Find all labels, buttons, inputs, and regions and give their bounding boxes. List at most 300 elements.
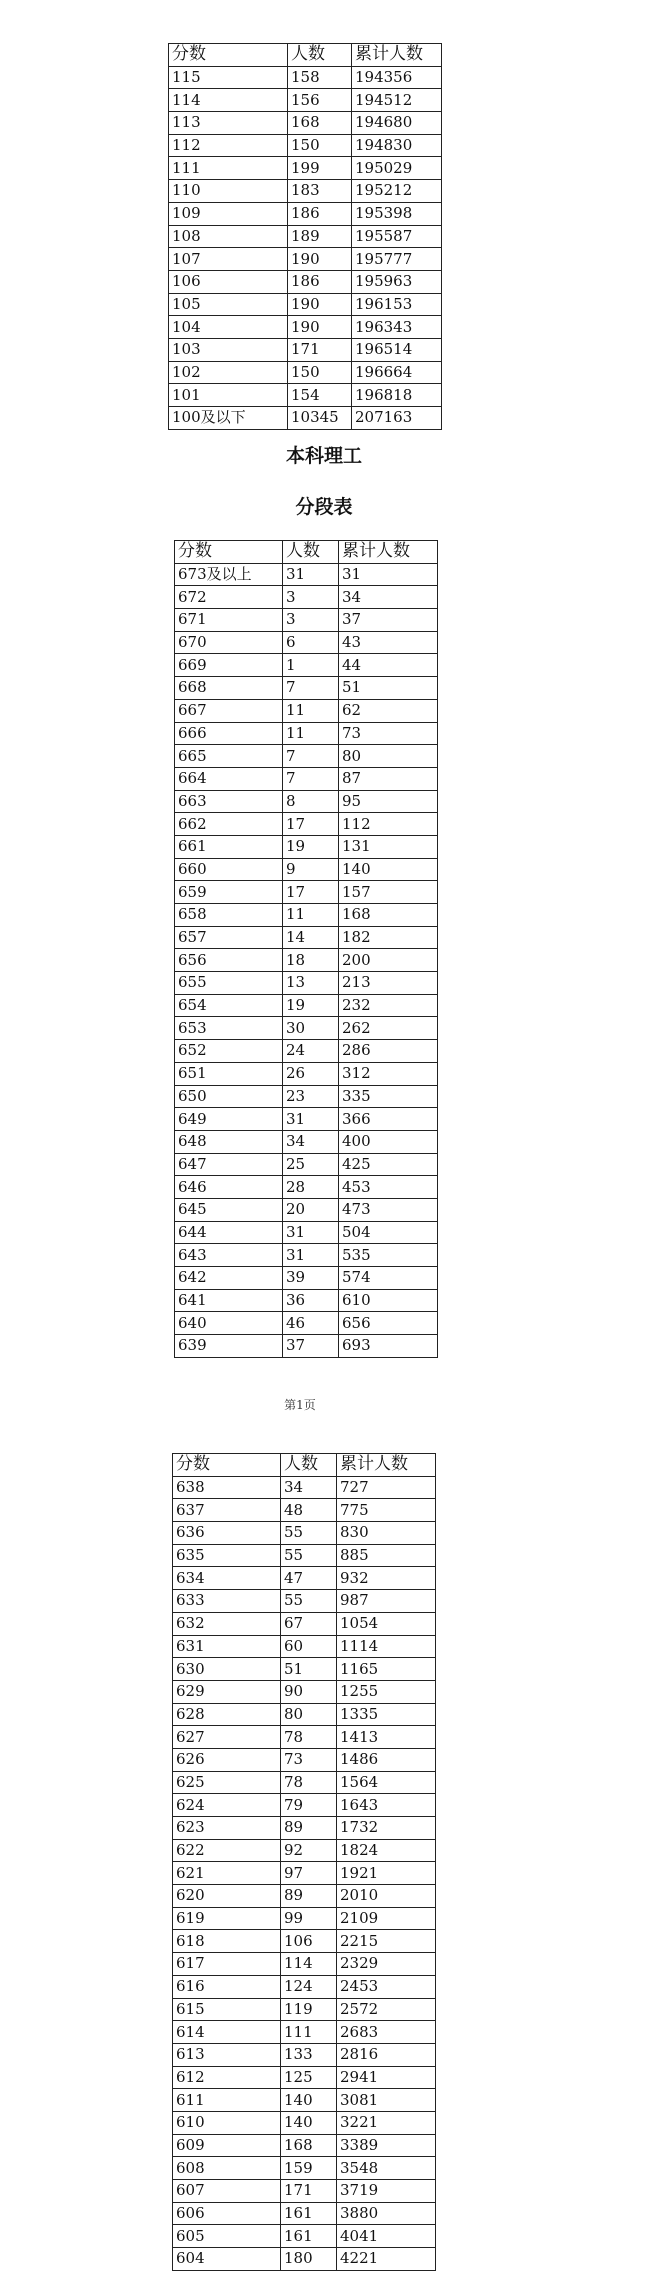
table-cell: 11 [283,904,339,927]
table-cell: 48 [281,1499,337,1522]
table-cell: 113 [169,112,288,135]
table-cell: 34 [339,586,438,609]
column-header: 分数 [173,1454,281,1477]
table-cell: 1486 [337,1748,436,1771]
table-row [175,1244,438,1267]
table-header-row [173,1454,436,1477]
table-cell: 26 [283,1062,339,1085]
table-row [173,1930,436,1953]
table-cell: 617 [173,1953,281,1976]
table-cell: 30 [283,1017,339,1040]
table-row [175,1176,438,1199]
table-cell: 79 [281,1794,337,1817]
table-row [175,813,438,836]
table-cell: 125 [281,2066,337,2089]
table-row [175,881,438,904]
table-cell: 3221 [337,2111,436,2134]
table-cell: 31 [283,1244,339,1267]
table-cell: 37 [283,1335,339,1358]
table-cell: 28 [283,1176,339,1199]
table-row [173,1680,436,1703]
table-cell: 671 [175,609,283,632]
table-row [175,631,438,654]
table-cell: 194830 [352,134,442,157]
table-cell: 195963 [352,270,442,293]
table-cell: 2941 [337,2066,436,2089]
table-cell: 7 [283,677,339,700]
table-cell: 618 [173,1930,281,1953]
table-cell: 195398 [352,202,442,225]
table-row [175,1153,438,1176]
table-cell: 627 [173,1726,281,1749]
table-row [169,202,442,225]
table-cell: 1335 [337,1703,436,1726]
table-row [173,1567,436,1590]
table-cell: 661 [175,835,283,858]
table-cell: 2010 [337,1885,436,1908]
table-cell: 3081 [337,2089,436,2112]
table-cell: 99 [281,1907,337,1930]
table-cell: 633 [173,1590,281,1613]
table-row [175,563,438,586]
table-cell: 628 [173,1703,281,1726]
table-row [175,767,438,790]
table-cell: 830 [337,1522,436,1545]
table-cell: 92 [281,1839,337,1862]
table-cell: 621 [173,1862,281,1885]
table-cell: 171 [281,2180,337,2203]
table-cell: 190 [288,248,352,271]
table-cell: 194680 [352,112,442,135]
score-table-page1 [174,540,438,1358]
table-cell: 3880 [337,2202,436,2225]
table-cell: 44 [339,654,438,677]
column-header: 累计人数 [339,541,438,564]
table-cell: 651 [175,1062,283,1085]
table-row [169,89,442,112]
column-header: 累计人数 [337,1454,436,1477]
table-cell: 109 [169,202,288,225]
table-row [173,1794,436,1817]
table-cell: 25 [283,1153,339,1176]
table-cell: 190 [288,316,352,339]
table-cell: 4041 [337,2225,436,2248]
table-cell: 37 [339,609,438,632]
table-cell: 23 [283,1085,339,1108]
table-cell: 20 [283,1198,339,1221]
table-cell: 2572 [337,1998,436,2021]
table-cell: 111 [281,2021,337,2044]
table-cell: 104 [169,316,288,339]
table-cell: 200 [339,949,438,972]
table-row [173,1544,436,1567]
table-row [175,1085,438,1108]
table-cell: 1255 [337,1680,436,1703]
table-cell: 656 [339,1312,438,1335]
column-header: 人数 [288,44,352,67]
table-cell: 67 [281,1612,337,1635]
table-row [173,1975,436,1998]
table-cell: 635 [173,1544,281,1567]
table-cell: 1643 [337,1794,436,1817]
table-cell: 3 [283,586,339,609]
table-cell: 186 [288,202,352,225]
table-cell: 640 [175,1312,283,1335]
table-cell: 629 [173,1680,281,1703]
table-cell: 89 [281,1885,337,1908]
table-row [175,1130,438,1153]
table-row [173,2089,436,2112]
table-row [175,609,438,632]
table-row [173,1953,436,1976]
table-cell: 3548 [337,2157,436,2180]
table-row [173,1907,436,1930]
table-row [173,1703,436,1726]
table-cell: 14 [283,926,339,949]
table-cell: 616 [173,1975,281,1998]
table-cell: 9 [283,858,339,881]
table-cell: 653 [175,1017,283,1040]
table-row [175,1221,438,1244]
table-cell: 112 [169,134,288,157]
table-cell: 156 [288,89,352,112]
table-cell: 80 [281,1703,337,1726]
table-row [173,2180,436,2203]
section-title: 本科理工 [285,445,362,467]
table-cell: 659 [175,881,283,904]
table-cell: 80 [339,745,438,768]
table-cell: 649 [175,1108,283,1131]
table-cell: 613 [173,2043,281,2066]
table-cell: 196343 [352,316,442,339]
table-cell: 159 [281,2157,337,2180]
table-cell: 610 [173,2111,281,2134]
table-cell: 2109 [337,1907,436,1930]
table-cell: 196818 [352,384,442,407]
table-cell: 634 [173,1567,281,1590]
table-cell: 106 [281,1930,337,1953]
table-row [173,2157,436,2180]
table-cell: 199 [288,157,352,180]
table-row [173,1885,436,1908]
table-cell: 124 [281,1975,337,1998]
table-cell: 885 [337,1544,436,1567]
table-cell: 609 [173,2134,281,2157]
table-cell: 366 [339,1108,438,1131]
table-cell: 180 [281,2248,337,2271]
table-cell: 34 [281,1476,337,1499]
table-cell: 207163 [352,407,442,430]
table-cell: 2816 [337,2043,436,2066]
table-row [173,1658,436,1681]
table-cell: 133 [281,2043,337,2066]
table-row [175,904,438,927]
table-cell: 608 [173,2157,281,2180]
table-cell: 631 [173,1635,281,1658]
table-row [175,1335,438,1358]
table-cell: 3389 [337,2134,436,2157]
table-cell: 1 [283,654,339,677]
table-row [175,1062,438,1085]
table-cell: 670 [175,631,283,654]
table-row [175,654,438,677]
table-cell: 612 [173,2066,281,2089]
table-cell: 606 [173,2202,281,2225]
table-cell: 107 [169,248,288,271]
table-cell: 62 [339,699,438,722]
table-cell: 632 [173,1612,281,1635]
table-cell: 194356 [352,66,442,89]
table-cell: 644 [175,1221,283,1244]
table-cell: 727 [337,1476,436,1499]
table-row [173,1817,436,1840]
table-cell: 161 [281,2202,337,2225]
table-cell: 73 [281,1748,337,1771]
table-cell: 624 [173,1794,281,1817]
table-cell: 622 [173,1839,281,1862]
column-header: 分数 [169,44,288,67]
table-cell: 667 [175,699,283,722]
table-row [169,361,442,384]
table-cell: 504 [339,1221,438,1244]
table-row [175,1017,438,1040]
table-row [169,270,442,293]
table-cell: 102 [169,361,288,384]
table-cell: 607 [173,2180,281,2203]
table-row [173,1998,436,2021]
table-cell: 657 [175,926,283,949]
table-row [173,2021,436,2044]
table-cell: 666 [175,722,283,745]
table-cell: 140 [281,2089,337,2112]
table-row [175,1198,438,1221]
table-row [175,677,438,700]
table-cell: 168 [339,904,438,927]
table-cell: 190 [288,293,352,316]
table-row [173,1522,436,1545]
table-row [169,180,442,203]
table-cell: 668 [175,677,283,700]
table-cell: 623 [173,1817,281,1840]
table-cell: 10345 [288,407,352,430]
column-header: 累计人数 [352,44,442,67]
table-row [169,134,442,157]
score-table-top [168,43,442,430]
table-cell: 78 [281,1726,337,1749]
table-cell: 43 [339,631,438,654]
table-cell: 7 [283,767,339,790]
table-cell: 194512 [352,89,442,112]
table-cell: 8 [283,790,339,813]
table-cell: 115 [169,66,288,89]
table-cell: 535 [339,1244,438,1267]
table-cell: 1564 [337,1771,436,1794]
table-row [173,1612,436,1635]
table-cell: 453 [339,1176,438,1199]
table-cell: 24 [283,1040,339,1063]
table-cell: 652 [175,1040,283,1063]
table-cell: 171 [288,338,352,361]
table-row [175,586,438,609]
table-cell: 114 [169,89,288,112]
table-cell: 630 [173,1658,281,1681]
table-cell: 646 [175,1176,283,1199]
table-cell: 1824 [337,1839,436,1862]
table-cell: 655 [175,972,283,995]
table-cell: 195587 [352,225,442,248]
table-row [173,1590,436,1613]
table-row [173,1726,436,1749]
table-cell: 95 [339,790,438,813]
table-cell: 47 [281,1567,337,1590]
table-row [169,248,442,271]
table-row [169,316,442,339]
table-cell: 90 [281,1680,337,1703]
table-row [169,66,442,89]
table-cell: 3 [283,609,339,632]
table-cell: 625 [173,1771,281,1794]
table-header-row [175,541,438,564]
table-cell: 1413 [337,1726,436,1749]
table-cell: 18 [283,949,339,972]
table-cell: 605 [173,2225,281,2248]
table-cell: 87 [339,767,438,790]
table-cell: 2215 [337,1930,436,1953]
table-cell: 31 [283,563,339,586]
column-header: 分数 [175,541,283,564]
table-row [175,1312,438,1335]
table-cell: 111 [169,157,288,180]
table-cell: 34 [283,1130,339,1153]
table-cell: 60 [281,1635,337,1658]
table-row [175,949,438,972]
table-cell: 97 [281,1862,337,1885]
table-cell: 13 [283,972,339,995]
table-cell: 662 [175,813,283,836]
table-cell: 196514 [352,338,442,361]
table-cell: 73 [339,722,438,745]
table-cell: 610 [339,1289,438,1312]
table-cell: 604 [173,2248,281,2271]
table-cell: 39 [283,1267,339,1290]
table-cell: 114 [281,1953,337,1976]
table-row [169,293,442,316]
table-row [173,1476,436,1499]
table-row [169,225,442,248]
table-cell: 636 [173,1522,281,1545]
table-cell: 665 [175,745,283,768]
table-row [175,1108,438,1131]
column-header: 人数 [281,1454,337,1477]
table-cell: 157 [339,881,438,904]
table-cell: 55 [281,1544,337,1567]
table-cell: 51 [339,677,438,700]
table-cell: 669 [175,654,283,677]
table-cell: 643 [175,1244,283,1267]
table-cell: 645 [175,1198,283,1221]
table-cell: 614 [173,2021,281,2044]
table-cell: 55 [281,1522,337,1545]
table-cell: 400 [339,1130,438,1153]
table-cell: 17 [283,813,339,836]
table-cell: 150 [288,361,352,384]
table-cell: 36 [283,1289,339,1312]
table-cell: 673及以上 [175,563,283,586]
table-cell: 89 [281,1817,337,1840]
table-cell: 168 [281,2134,337,2157]
table-cell: 312 [339,1062,438,1085]
table-cell: 3719 [337,2180,436,2203]
column-header: 人数 [283,541,339,564]
table-row [173,2134,436,2157]
table-cell: 154 [288,384,352,407]
table-cell: 660 [175,858,283,881]
table-row [169,112,442,135]
table-row [175,972,438,995]
table-cell: 262 [339,1017,438,1040]
table-cell: 11 [283,722,339,745]
table-cell: 647 [175,1153,283,1176]
table-cell: 4221 [337,2248,436,2271]
table-cell: 131 [339,835,438,858]
table-row [175,858,438,881]
table-row [173,2248,436,2271]
table-row [175,1289,438,1312]
section-subtitle: 分段表 [295,496,353,518]
table-row [173,1635,436,1658]
table-cell: 105 [169,293,288,316]
table-cell: 2329 [337,1953,436,1976]
table-cell: 196153 [352,293,442,316]
table-row [173,1748,436,1771]
table-row [175,722,438,745]
table-cell: 425 [339,1153,438,1176]
table-cell: 2683 [337,2021,436,2044]
table-row [175,835,438,858]
table-cell: 335 [339,1085,438,1108]
table-cell: 196664 [352,361,442,384]
table-row [173,2111,436,2134]
table-cell: 672 [175,586,283,609]
table-cell: 183 [288,180,352,203]
table-cell: 641 [175,1289,283,1312]
table-cell: 195777 [352,248,442,271]
table-cell: 31 [283,1221,339,1244]
table-cell: 574 [339,1267,438,1290]
table-row [173,2066,436,2089]
table-cell: 101 [169,384,288,407]
table-row [175,699,438,722]
table-row [175,926,438,949]
table-cell: 7 [283,745,339,768]
table-cell: 51 [281,1658,337,1681]
table-cell: 232 [339,994,438,1017]
table-cell: 31 [339,563,438,586]
table-cell: 658 [175,904,283,927]
page-number: 第1页 [284,1398,316,1412]
table-cell: 663 [175,790,283,813]
table-row [173,2225,436,2248]
table-cell: 103 [169,338,288,361]
table-cell: 620 [173,1885,281,1908]
table-row [173,1862,436,1885]
table-cell: 100及以下 [169,407,288,430]
table-cell: 932 [337,1567,436,1590]
table-cell: 656 [175,949,283,972]
table-cell: 112 [339,813,438,836]
table-row [169,407,442,430]
table-cell: 46 [283,1312,339,1335]
